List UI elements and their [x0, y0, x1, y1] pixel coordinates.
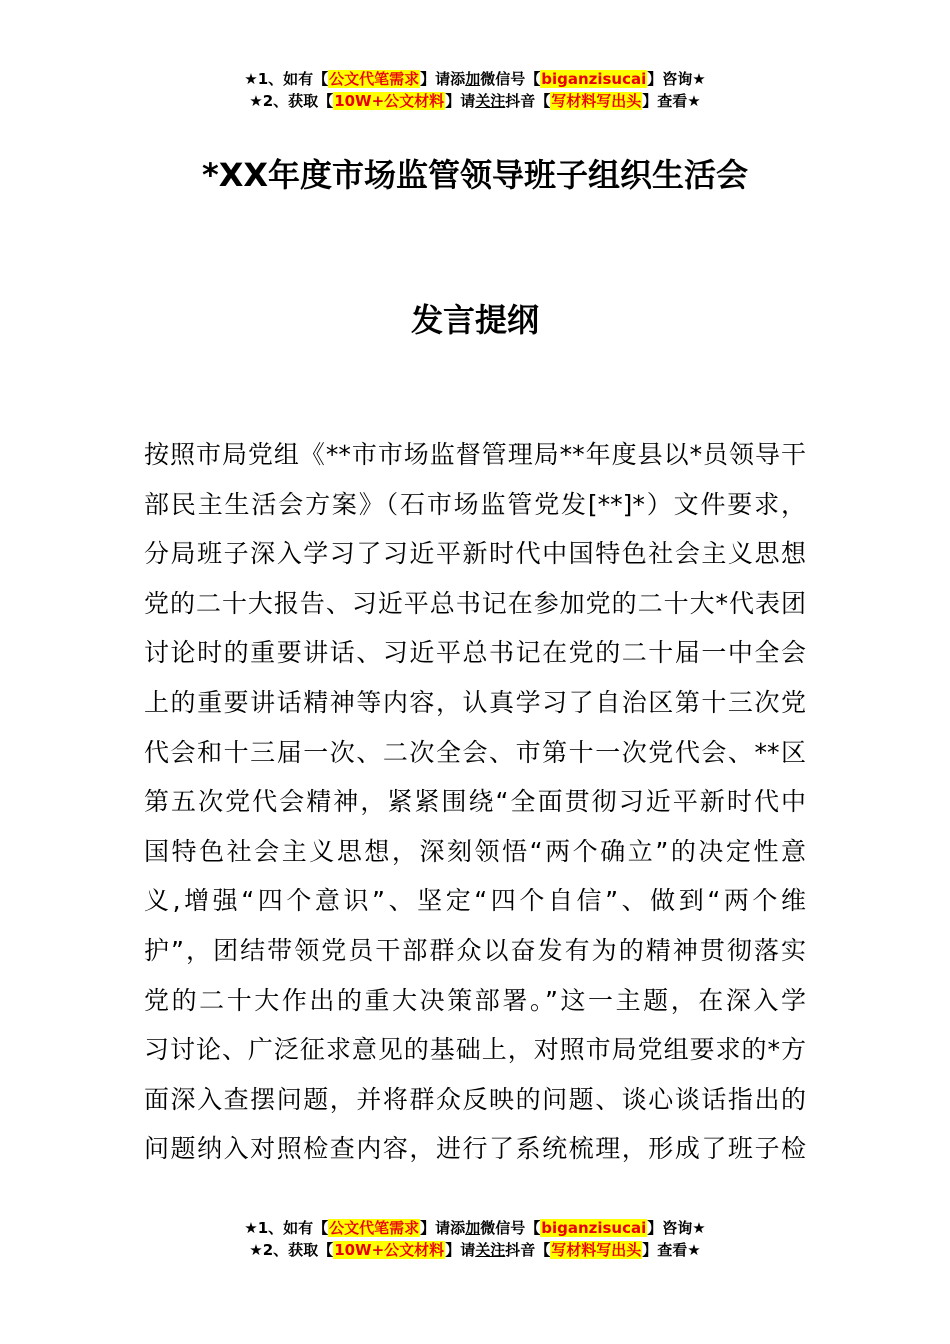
banner-highlight: biganzisucai: [541, 70, 647, 88]
body-line: 面深入查摆问题，并将群众反映的问题、谈心谈话指出的: [144, 1084, 806, 1114]
banner-text: 】请添: [420, 70, 466, 88]
banner-line-1: [0, 1217, 950, 1239]
banner-text: ★1、如有【: [244, 1219, 329, 1237]
banner-underline: 关注: [475, 1241, 506, 1259]
body-line: 按照市局党组《**市市场监督管理局**年度县以*员领导干: [144, 440, 806, 469]
banner-text: 】请: [445, 1241, 476, 1259]
body-line: 讨论时的重要讲话、习近平总书记在党的二十届一中全会: [144, 638, 806, 668]
body-paragraph: [144, 430, 806, 1174]
banner-text: 】请: [445, 92, 476, 110]
banner-underline: 加: [465, 1219, 481, 1237]
banner-text: 】咨询★: [647, 1219, 706, 1237]
document-title: *XX年度市场监管领导班子组织生活会: [201, 156, 749, 194]
document-subtitle: 发言提纲: [410, 301, 539, 339]
body-line: 问题纳入对照检查内容，进行了系统梳理，形成了班子检: [144, 1134, 806, 1164]
body-line: 党的二十大作出的重大决策部署。”这一主题，在深入学: [144, 985, 806, 1015]
banner-text: 】查看★: [642, 92, 701, 110]
banner-text: 微信号【: [480, 1219, 541, 1237]
banner-text: ★2、获取【: [249, 1241, 334, 1259]
banner-highlight: biganzisucai: [541, 1219, 647, 1237]
banner-text: ★1、如有【: [244, 70, 329, 88]
body-line: 分局班子深入学习了习近平新时代中国特色社会主义思想: [144, 539, 806, 569]
banner-text: 微信号【: [480, 70, 541, 88]
banner-underline: 关注: [475, 92, 506, 110]
banner-line-1: [0, 68, 950, 90]
body-line: 义,增强“四个意识”、坚定“四个自信”、做到“两个维: [144, 886, 806, 916]
body-line: 护”，团结带领党员干部群众以奋发有为的精神贯彻落实: [144, 935, 806, 965]
body-line: 习讨论、广泛征求意见的基础上，对照市局党组要求的*方: [144, 1035, 806, 1065]
body-line: 第五次党代会精神，紧紧围绕“全面贯彻习近平新时代中: [144, 787, 806, 817]
body-line: 部民主生活会方案》（石市场监管党发[**]*）文件要求，: [144, 489, 806, 519]
banner-line-2: [0, 90, 950, 112]
body-line: 党的二十大报告、习近平总书记在参加党的二十大*代表团: [144, 588, 806, 618]
banner-text: 】咨询★: [647, 70, 706, 88]
banner-line-2: [0, 1239, 950, 1261]
body-line: 上的重要讲话精神等内容，认真学习了自治区第十三次党: [144, 687, 806, 717]
banner-highlight: 10W+公文材料: [334, 92, 445, 110]
body-line: 国特色社会主义思想，深刻领悟“两个确立”的决定性意: [144, 836, 806, 866]
body-line: 代会和十三届一次、二次全会、市第十一次党代会、**区: [144, 737, 806, 767]
banner-text: 抖音【: [505, 1241, 551, 1259]
banner-text: 】查看★: [642, 1241, 701, 1259]
footer-banner: [0, 1217, 950, 1261]
banner-text: ★2、获取【: [249, 92, 334, 110]
banner-text: 】请添: [420, 1219, 466, 1237]
header-banner: [0, 68, 950, 112]
banner-highlight: 写材料写出头: [551, 92, 642, 110]
banner-highlight: 公文代笔需求: [329, 70, 420, 88]
banner-underline: 加: [465, 70, 481, 88]
banner-highlight: 写材料写出头: [551, 1241, 642, 1259]
banner-text: 抖音【: [505, 92, 551, 110]
banner-highlight: 公文代笔需求: [329, 1219, 420, 1237]
banner-highlight: 10W+公文材料: [334, 1241, 445, 1259]
